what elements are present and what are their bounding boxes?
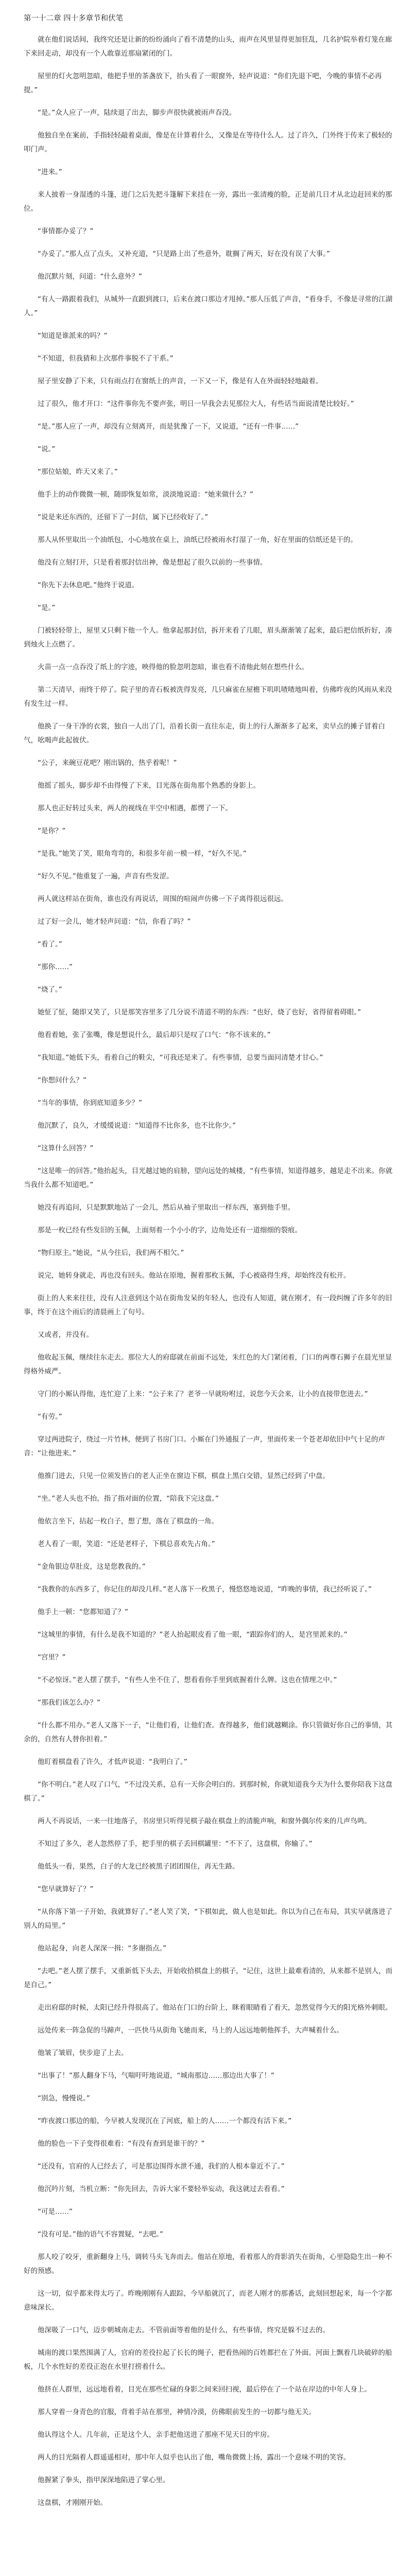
chapter-paragraph: 街上的人来来往往，没有人注意到这个站在街角发呆的年轻人，也没有人知道，就在刚才，有一段纠缠了许多年的旧事，终于在这个雨后的清晨画上了句号。 (24, 1294, 392, 1316)
chapter-paragraph: 他挤在人群里，远远地看着，目光在那些忙碌的身影之间来回扫视，最后停在了一个站在岸边的中年人身上。 (38, 2385, 371, 2394)
chapter-paragraph: 他的脸色一下子变得很难看：“有没有查到是谁干的？” (38, 2140, 205, 2148)
chapter-paragraph: 他摇了摇头，脚步却不由得慢了下来，目光落在街角那个熟悉的身影上。 (38, 782, 260, 790)
chapter-paragraph: “是。”众人应了一声，陆续退了出去，脚步声很快就被雨声吞没。 (38, 109, 236, 117)
chapter-paragraph: “可是……” (38, 2208, 73, 2216)
chapter-paragraph: 远处传来一阵急促的马蹄声，一匹快马从街角飞驰而来，马上的人远远地朝他挥手，大声喊着什么。 (38, 2026, 343, 2035)
chapter-paragraph: 他看着她，张了张嘴，像是想说什么，最后却只是叹了口气：“你不该来的。” (38, 1031, 271, 1039)
chapter-paragraph: “看了。” (38, 940, 62, 948)
chapter-paragraph: 来人披着一身湿透的斗篷，进门之后先把斗篷解下来挂在一旁，露出一张清瘦的脸，正是前几日才从北边赶回来的那位。 (24, 191, 392, 213)
chapter-paragraph: “我知道。”她低下头，看着自己的鞋尖，“可我还是来了。有些事情，总要当面问清楚才甘心。” (38, 1054, 323, 1062)
chapter-paragraph: “坐。”老人头也不抬，指了指对面的位置，“陪我下完这盘。” (38, 1495, 219, 1503)
chapter-paragraph: 他低头一看，果然，白子的大龙已经被黑子团团围住，再无生路。 (38, 1862, 239, 1871)
chapter-paragraph: “办妥了。”那人点了点头，又补充道，“只是路上出了些意外，耽搁了两天，好在没有误了大事。” (38, 250, 330, 258)
chapter-paragraph: “我教你的东西多了，你记住的却没几样。”老人落下一枚黑子，慢悠悠地说道，“昨晚的事情，我已经听说了。” (38, 1585, 372, 1594)
chapter-paragraph: “您早就算好了？” (38, 1885, 94, 1893)
chapter-paragraph: 穿过两进院子，绕过一片竹林，便到了书房门口。小厮在门外通报了一声，里面传来一个苍老却依旧中气十足的声音：“让他进来。” (24, 1435, 385, 1458)
chapter-paragraph: 他沉默片刻，问道：“什么意外？” (38, 273, 142, 281)
chapter-paragraph: “别急，慢慢说。” (38, 2094, 90, 2103)
chapter-paragraph: 他沉吟片刻，当机立断：“你先回去，告诉大家不要轻举妄动，我这就过去看看。” (38, 2185, 285, 2193)
chapter-paragraph: “说。” (38, 445, 56, 453)
chapter-paragraph: “烧了。” (38, 986, 62, 994)
chapter-paragraph: 说完，她转身就走，再也没有回头。他站在原地，握着那枚玉佩，手心被硌得生疼，却始终没有松开。 (38, 1272, 351, 1280)
chapter-paragraph: 过了很久，他才开口：“这件事你先不要声张，明日一早我会去见那位大人，有些话当面说清楚比较好。” (38, 400, 354, 408)
chapter-paragraph: “说是来还东西的，还留下了一封信，属下已经收好了。” (38, 513, 208, 521)
chapter-paragraph: 他皱了皱眉，快步迎了上去。 (38, 2049, 128, 2057)
chapter-paragraph: “那你……” (38, 963, 73, 971)
chapter-paragraph: 两人就这样站在街角，谁也没有再说话，周围的喧闹声仿佛一下子离得很远很远。 (38, 895, 288, 903)
chapter-paragraph: 那人从怀里取出一个油纸包，小心地放在桌上，油纸已经被雨水打湿了一角，好在里面的信纸还是干的。 (38, 536, 357, 544)
chapter-paragraph: “这算什么回答？” (38, 1144, 94, 1153)
chapter-paragraph: “宫里？” (38, 1653, 66, 1662)
chapter-paragraph: 他手上的动作微微一顿，随即恢复如常，淡淡地说道：“她来做什么？” (38, 490, 253, 499)
chapter-paragraph: 他沉默了，良久，才缓缓说道：“知道得不比你多，也不比你少。” (38, 1122, 236, 1130)
chapter-paragraph: “金角银边草肚皮，这是您教我的。” (38, 1563, 146, 1571)
chapter-paragraph: 那是一枚已经有些发旧的玉佩，上面刻着一个小小的字，边角处还有一道细细的裂痕。 (38, 1226, 302, 1234)
chapter-title: 第一十二章 四十多章节和伏笔 (24, 14, 124, 23)
chapter-paragraph: 他换了一身干净的衣裳，独自一人出了门，沿着长街一直往东走，街上的行人渐渐多了起来，卖早点的摊子冒着白气，吆喝声此起彼伏。 (24, 722, 385, 744)
chapter-paragraph: “知道是谁派来的吗？” (38, 332, 108, 340)
chapter-paragraph: 火苗一点一点吞没了纸上的字迹，映得他的脸忽明忽暗，谁也看不清他此刻在想些什么。 (38, 663, 309, 671)
chapter-paragraph: 屋里的灯火忽明忽暗，他把手里的茶盏放下，抬头看了一眼窗外，轻声说道：“你们先退下吧，今晚的事情不必再提。” (24, 72, 382, 94)
chapter-paragraph: “昨夜渡口那边的船，今早被人发现沉在了河底，船上的人……一个都没有活下来。” (38, 2117, 292, 2125)
chapter-paragraph: 那人穿着一身青色的官服，背着手站在那里，神情冷漠，仿佛眼前发生的一切都与他无关。 (38, 2408, 316, 2416)
chapter-paragraph: “是我。”她笑了笑，眼角弯弯的，和很多年前一模一样，“好久不见。” (38, 850, 247, 858)
chapter-paragraph: 他没有立刻打开，只是看着那封信出神，像是想起了很久以前的一些事情。 (38, 558, 267, 567)
chapter-paragraph: 不知过了多久，老人忽然停了手，把手里的棋子丢回棋罐里：“不下了，这盘棋，你输了。” (38, 1840, 312, 1848)
chapter-paragraph: 过了好一会儿，她才轻声问道：“信，你看了吗？” (38, 918, 191, 926)
chapter-paragraph: “那我们该怎么办？” (38, 1699, 100, 1707)
chapter-paragraph: 他手上一顿：“您都知道了？” (38, 1608, 128, 1616)
chapter-paragraph: 他握紧了拳头，指甲深深地陷进了掌心里。 (38, 2476, 170, 2484)
chapter-paragraph: 他盯着棋盘看了许久，才低声说道：“我明白了。” (38, 1758, 187, 1766)
chapter-paragraph: “你不明白。”老人叹了口气，“不过没关系，总有一天你会明白的。到那时候，你就知道我今天为什么要你陪我下这盘棋了。” (24, 1781, 393, 1803)
chapter-paragraph: 他认得这个人。几年前，正是这个人，亲手把他送进了那座不见天日的牢房。 (38, 2431, 274, 2439)
chapter-paragraph: 他依言坐下，拈起一枚白子，想了想，落在了棋盘的一角。 (38, 1517, 218, 1526)
chapter-paragraph: 他深吸了一口气，迈步朝城南走去。不管前面等着他的是什么，有些事情，终究是躲不过去的。 (38, 2326, 329, 2334)
chapter-paragraph: “那位姑娘，昨天又来了。” (38, 468, 118, 476)
chapter-paragraph: 那人咬了咬牙，重新翻身上马，调转马头飞奔而去。他站在原地，看着那人的背影消失在街角，心里隐隐生出一种不好的预感。 (24, 2253, 392, 2275)
chapter-paragraph: “物归原主。”她说，“从今往后，我们两不相欠。” (38, 1249, 184, 1257)
chapter-paragraph: “不必惊讶。”老人摆了摆手，“有些人坐不住了，想看看你手里到底握着什么牌。这也在情理之中。” (38, 1676, 337, 1684)
chapter-paragraph: 就在他们说话间，我终究还是让新的纷纷涌向了看不清楚的山头，雨声在风里显得更加狂乱，几名护院举着灯笼在廊下来回走动，却没有一个人敢靠近那扇紧闭的门。 (24, 36, 392, 58)
chapter-paragraph: “是。” (38, 604, 56, 612)
chapter-paragraph: “有劳。” (38, 1413, 62, 1421)
chapter-paragraph: “还没有，官府的人已经去了，可是那边围得水泄不通，我们的人根本靠近不了。” (38, 2162, 285, 2171)
chapter-paragraph: 那人也正好转过头来，两人的视线在半空中相遇，都愣了一下。 (38, 804, 232, 812)
chapter-paragraph: 他站起身，向老人深深一揖：“多谢指点。” (38, 1944, 167, 1953)
chapter-paragraph: “是。”那人应了一声，却没有立刻离开，而是犹豫了一下，又说道，“还有一件事……” (38, 422, 299, 431)
chapter-paragraph: 她怔了怔，随即又笑了，只是那笑容里多了几分说不清道不明的东西：“也好，烧了也好，省得留着碍眼。” (38, 1008, 361, 1016)
chapter-paragraph: 守门的小厮认得他，连忙迎了上来：“公子来了？老爷一早就吩咐过，说您今天会来，让小的直接带您进去。” (38, 1390, 368, 1398)
chapter-paragraph: “什么都不用办。”老人又落下一子，“让他们看，让他们查。查得越多，他们就越糊涂。你只管做好你自己的事情，其余的，自然有人替你担着。” (24, 1721, 393, 1743)
chapter-paragraph: 他收起玉佩，继续往东走去。那位大人的府邸就在前面不远处，朱红色的大门紧闭着，门口的两尊石狮子在晨光里显得格外威严。 (24, 1353, 392, 1376)
chapter-paragraph: “出事了！”那人翻身下马，气喘吁吁地说道，“城南那边……那边出大事了！” (38, 2072, 274, 2080)
chapter-paragraph: “你想问什么？” (38, 1076, 86, 1084)
chapter-paragraph: “公子，来碗豆花吧？刚出锅的，热乎着呢！” (38, 759, 177, 767)
chapter-paragraph: 他推门进去，只见一位须发皆白的老人正坐在窗边下棋，棋盘上黑白交错，显然已经到了中盘。 (38, 1472, 329, 1480)
chapter-paragraph: “没有可是。”他的语气不容置疑，“去吧。” (38, 2230, 163, 2239)
chapter-paragraph: “从你落下第一子开始，我就算好了。”老人笑了笑，“下棋如此，做人也是如此。你以为自己在布局，其实早就落进了别人的局里。” (24, 1908, 393, 1930)
chapter-paragraph: “不知道，但我猜和上次那件事脱不了干系。” (38, 354, 173, 363)
chapter-paragraph: “你先下去休息吧。”他终于说道。 (38, 581, 139, 589)
chapter-paragraph: “这城里的事情，有什么是我不知道的？”老人抬起眼皮看了他一眼，“跟踪你们的人，是宫里派来的。” (38, 1631, 348, 1639)
chapter-paragraph: “事情都办妥了？” (38, 227, 94, 235)
chapter-paragraph: “这是唯一的回答。”他抬起头，目光越过她的肩膀，望向远处的城楼，“有些事情，知道得越多，越是走不出来。你就当我什么都不知道吧。” (24, 1167, 393, 1189)
chapter-paragraph: “当年的事情，你到底知道多少？” (38, 1099, 142, 1107)
chapter-paragraph: “去吧。”老人摆了摆手，又重新低下头去，开始收拾棋盘上的棋子，“记住，这世上最难看清的，从来都不是别人，而是自己。” (24, 1967, 393, 1989)
chapter-paragraph: 两人的目光隔着人群遥遥相对，那中年人似乎也认出了他，嘴角微微上扬，露出一个意味不明的笑容。 (38, 2453, 351, 2462)
chapter-paragraph: “有人一路跟着我们，从城外一直跟到渡口，后来在渡口那边才甩掉。”那人压低了声音，“看身手，不像是寻常的江湖人。” (24, 295, 393, 317)
chapter-paragraph: 老人看了一眼，笑道：“还是老样子，下棋总喜欢先占角。” (38, 1540, 215, 1548)
chapter-paragraph: 又或者，并没有。 (38, 1331, 93, 1339)
chapter-body (24, 33, 393, 2510)
chapter-paragraph: 这盘棋，才刚刚开始。 (38, 2499, 107, 2507)
chapter-paragraph: 门被轻轻带上，屋里又只剩下他一个人。他拿起那封信，拆开来看了几眼，眉头渐渐皱了起来，最后把信纸折好，凑到烛火上点燃了。 (24, 626, 392, 649)
chapter-paragraph: 这一切，似乎都来得太巧了。昨晚刚刚有人跟踪，今早船就沉了，而老人刚才的那番话，此刻回想起来，每一个字都意味深长。 (24, 2290, 392, 2312)
chapter-paragraph: “进来。” (38, 168, 62, 176)
chapter-paragraph: 城南的渡口果然围满了人，官府的差役拉起了长长的绳子，把看热闹的百姓都拦在了外面。河面上飘着几块破碎的船板，几个水性好的差役正泡在水里打捞着什么。 (24, 2349, 392, 2371)
chapter-paragraph: “是你？” (38, 827, 66, 835)
chapter-paragraph: 两人不再说话，一来一往地落子，书房里只听得见棋子敲在棋盘上的清脆声响，和窗外偶尔传来的几声鸟鸣。 (38, 1817, 371, 1825)
chapter-paragraph: 屋子里安静了下来，只有雨点打在窗纸上的声音，一下又一下，像是有人在外面轻轻地敲着。 (38, 377, 323, 385)
chapter-paragraph: 她没有再追问，只是默默地站了一会儿，然后从袖子里取出一样东西，塞到他手里。 (38, 1204, 295, 1212)
chapter-paragraph: 他独自坐在案前，手指轻轻敲着桌面，像是在计算着什么，又像是在等待什么人。过了许久，门外终于传来了极轻的叩门声。 (24, 131, 392, 154)
chapter-paragraph: 走出府邸的时候，太阳已经升得很高了。他站在门口的台阶上，眯着眼睛看了看天，忽然觉得今天的阳光格外刺眼。 (38, 2004, 392, 2012)
chapter-paragraph: “好久不见。”他重复了一遍，声音有些发涩。 (38, 872, 173, 880)
chapter-paragraph: 第二天清早，雨终于停了。院子里的青石板被洗得发亮，几只麻雀在屋檐下叽叽喳喳地叫着，仿佛昨夜的风雨从来没有发生过一样。 (24, 686, 392, 708)
